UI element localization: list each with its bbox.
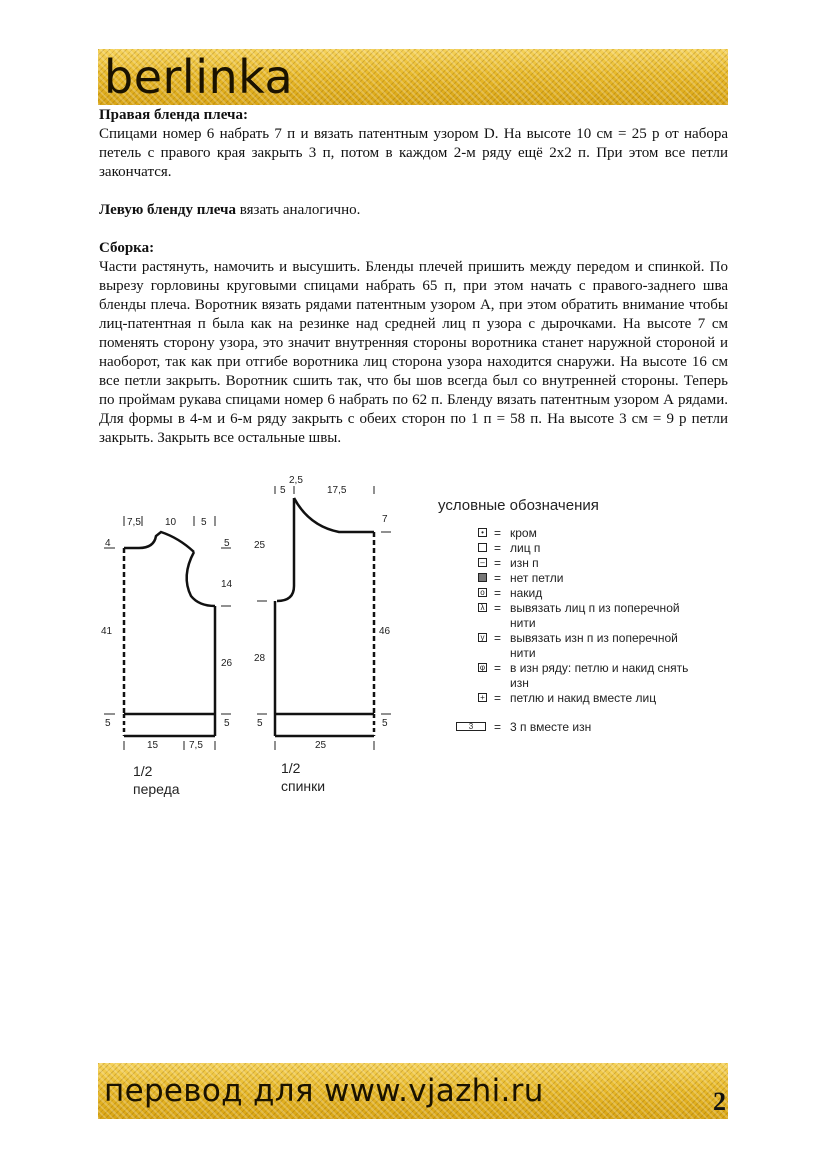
legend-equals: =	[494, 661, 502, 675]
legend-equals: =	[494, 571, 502, 585]
front-dim-right-2: 14	[221, 579, 233, 590]
back-dim-right-1: 7	[382, 514, 388, 525]
back-caption	[281, 759, 325, 795]
back-dim-left-2: 28	[254, 653, 266, 664]
document-text	[99, 106, 728, 448]
front-dim-bottom-2: 7,5	[189, 740, 203, 751]
legend-equals: =	[494, 541, 502, 555]
heading-right-shoulder: Правая бленда плеча:	[99, 107, 248, 123]
legend-symbol-icon: 3	[456, 722, 486, 731]
legend	[438, 496, 738, 735]
back-dim-left-3: 5	[257, 718, 263, 729]
legend-item	[438, 691, 738, 706]
legend-equals: =	[494, 526, 502, 540]
legend-text: вывязать лиц п из поперечной	[510, 601, 680, 615]
back-dim-top-3: 17,5	[327, 485, 347, 496]
front-armhole	[187, 552, 215, 606]
legend-item	[438, 541, 738, 556]
front-dim-right-3: 26	[221, 658, 233, 669]
legend-symbol-icon: y	[478, 633, 487, 642]
front-dim-right-1: 5	[224, 538, 230, 549]
back-neckline	[294, 498, 374, 532]
schematic-drawing	[99, 476, 429, 810]
legend-item	[438, 631, 738, 661]
legend-text: изн п	[510, 556, 539, 570]
front-caption-name: переда	[133, 781, 180, 797]
legend-symbol-icon	[478, 573, 487, 582]
legend-equals: =	[494, 691, 502, 705]
legend-item	[438, 601, 738, 631]
back-caption-fraction: 1/2	[281, 760, 301, 776]
back-armhole	[277, 498, 294, 601]
legend-text-cont: нити	[510, 616, 536, 630]
legend-symbol-icon: o	[478, 588, 487, 597]
front-neckline	[124, 532, 194, 552]
legend-equals: =	[494, 556, 502, 570]
front-dim-left-3: 5	[105, 718, 111, 729]
legend-symbol-icon: –	[478, 558, 487, 567]
legend-text: лиц п	[510, 541, 541, 555]
legend-text-cont: изн	[510, 676, 529, 690]
legend-text-cont: нити	[510, 646, 536, 660]
front-dim-top-2: 10	[165, 517, 177, 528]
back-dim-top-1: 2,5	[289, 475, 303, 486]
front-dim-bottom-1: 15	[147, 740, 159, 751]
legend-equals: =	[494, 720, 502, 734]
front-dim-left-1: 4	[105, 538, 111, 549]
legend-equals: =	[494, 631, 502, 645]
legend-title: условные обозначения	[438, 497, 599, 514]
legend-text: в изн ряду: петлю и накид снять	[510, 661, 689, 675]
legend-text: накид	[510, 586, 543, 600]
legend-item	[438, 720, 738, 735]
heading-assembly: Сборка:	[99, 240, 155, 256]
legend-symbol-icon: λ	[478, 603, 487, 612]
legend-text: вывязать изн п из поперечной	[510, 631, 678, 645]
pattern-schematic	[99, 476, 429, 810]
legend-symbol-icon	[478, 543, 487, 552]
page-number: 2	[713, 1087, 726, 1116]
brand-logo-text: berlinka	[104, 50, 294, 104]
front-caption-fraction: 1/2	[133, 763, 153, 779]
front-dim-left-2: 41	[101, 626, 113, 637]
back-dim-top-2: 5	[280, 485, 286, 496]
legend-item	[438, 526, 738, 541]
legend-text: нет петли	[510, 571, 564, 585]
legend-items	[438, 526, 738, 735]
legend-item	[438, 661, 738, 691]
text-right-shoulder: Спицами номер 6 набрать 7 п и вязать патентным узором D. На высоте 10 см = 25 р от набора петель с правого края закрыть 3 п, потом в каждом 2-м ряду ещё 2х2 п. При этом все петли закончатся.	[99, 126, 728, 180]
back-dim-right-2: 46	[379, 626, 391, 637]
legend-equals: =	[494, 586, 502, 600]
legend-text: петлю и накид вместе лиц	[510, 691, 657, 705]
text-left-shoulder: вязать аналогично.	[236, 202, 361, 218]
back-dim-right-3: 5	[382, 718, 388, 729]
legend-symbol-icon: φ	[479, 663, 486, 672]
front-dim-top-1: 7,5	[127, 517, 141, 528]
legend-text: кром	[510, 526, 537, 540]
paragraph-left-shoulder	[99, 201, 728, 220]
paragraph-assembly	[99, 239, 728, 448]
back-dim-bottom-1: 25	[315, 740, 327, 751]
front-dim-top-3: 5	[201, 517, 207, 528]
footer-site-text: перевод для www.vjazhi.ru	[104, 1073, 544, 1109]
legend-equals: =	[494, 601, 502, 615]
header-banner	[98, 49, 728, 105]
legend-symbol-icon: •	[478, 528, 487, 537]
front-caption	[133, 762, 180, 798]
legend-item	[438, 586, 738, 601]
legend-text: 3 п вместе изн	[510, 720, 592, 734]
legend-item	[438, 556, 738, 571]
paragraph-right-shoulder	[99, 106, 728, 182]
text-assembly: Части растянуть, намочить и высушить. Бленды плечей пришить между передом и спинкой. По вырезу горловины круговыми спицами набрать 65 п, при этом начать с правого-заднего шва бленды плеча. Воротник вязать рядами патентным узором А, при этом обратить внимание чтобы лиц-патентная п была как на резинке над средней лиц п узора с дырочками. На высоте 7 см поменять сторону узора, это значит внутренняя стороны воротника станет наружной стороной и наоборот, так как при отгибе воротника лиц сторона узора находится снаружи. На высоте 16 см все петли закрыть. Воротник сшить так, что бы шов всегда был со внутренней стороны. Теперь по проймам рукава спицами номер 6 набрать по 62 п. Бленду вязать патентным узором А рядами. Для формы в 4-м и 6-м ряду закрыть с обеих сторон по 1 п = 58 п. На высоте 3 см = 9 р петли закрыть. Закрыть все остальные швы.	[99, 259, 728, 446]
front-dim-right-4: 5	[224, 718, 230, 729]
legend-item	[438, 571, 738, 586]
footer-banner	[98, 1063, 728, 1119]
back-dim-left-1: 25	[254, 540, 266, 551]
legend-symbol-icon: +	[478, 693, 487, 702]
back-caption-name: спинки	[281, 778, 326, 794]
heading-left-shoulder: Левую бленду плеча	[99, 202, 237, 218]
